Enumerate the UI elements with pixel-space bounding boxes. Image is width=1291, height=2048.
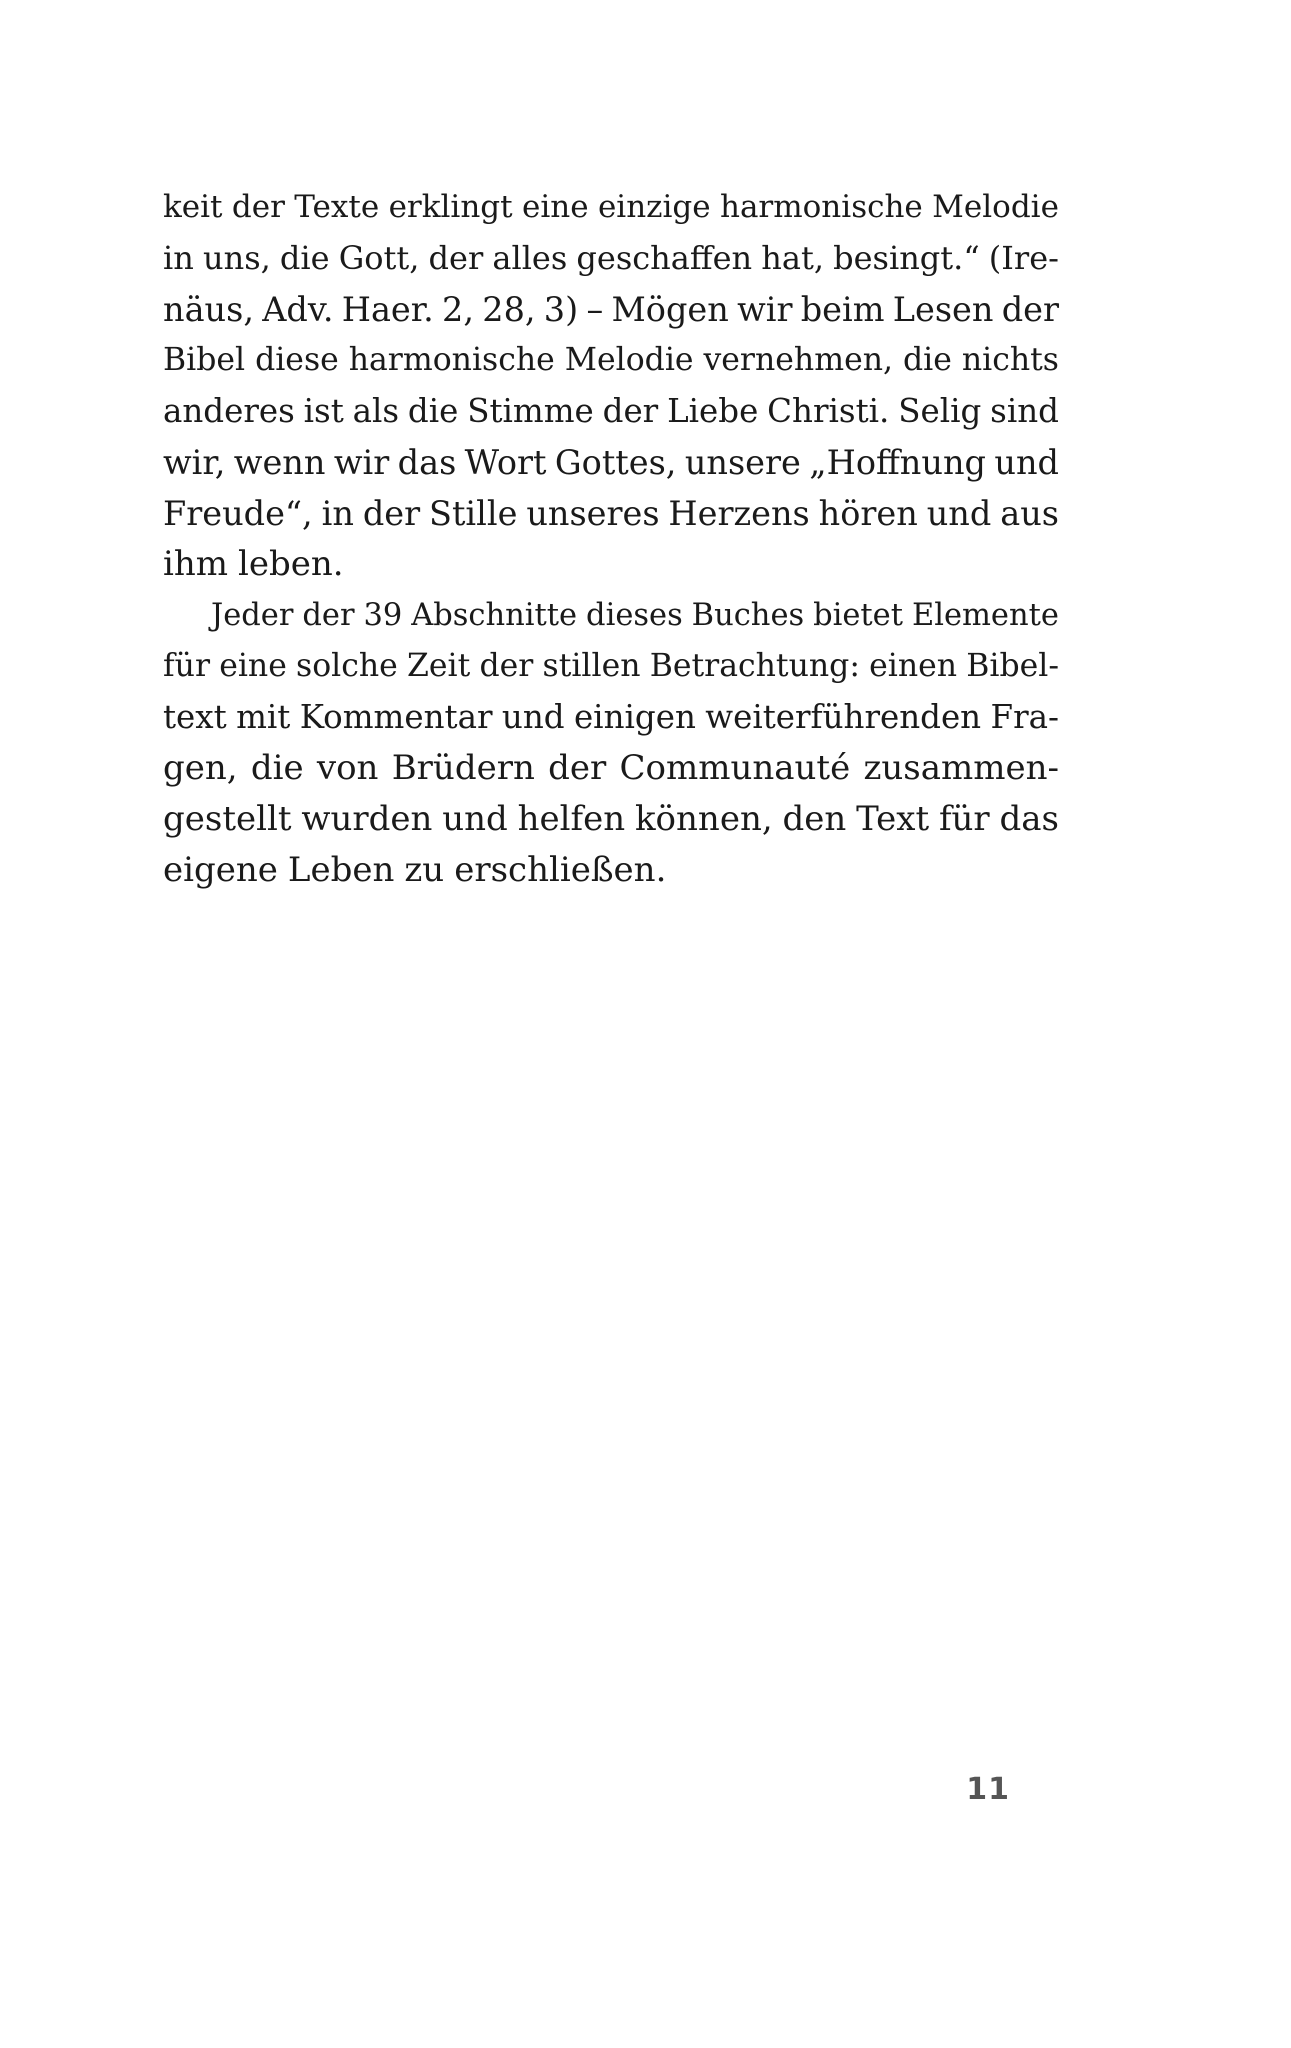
text-line: in uns, die Gott, der alles geschaffen hat, besingt.“ (Ire-	[163, 239, 1059, 277]
text-line: eigene Leben zu erschließen.	[163, 850, 667, 890]
text-line: für eine solche Zeit der stillen Betrachtung: einen Bibel-	[163, 648, 1059, 684]
text-line: wir, wenn wir das Wort Gottes, unsere „Hoffnung und	[163, 443, 1059, 482]
text-line: Bibel diese harmonische Melodie vernehmen, die nichts	[163, 342, 1059, 378]
text-line: gestellt wurden und helfen können, den Text für das	[163, 799, 1059, 839]
paragraph-1	[163, 182, 1059, 590]
page-number: 11	[966, 1772, 1010, 1807]
text-line: text mit Kommentar und einigen weiterführenden Fra-	[163, 698, 1059, 736]
text-line: Jeder der 39 Abschnitte dieses Buches bietet Elemente	[211, 598, 1059, 633]
text-line: Freude“, in der Stille unseres Herzens hören und aus	[163, 494, 1059, 533]
text-line: näus, Adv. Haer. 2, 28, 3) – Mögen wir beim Lesen der	[163, 290, 1059, 329]
text-line: ihm leben.	[163, 544, 344, 584]
text-line: gen, die von Brüdern der Communauté zusammen-	[163, 748, 1059, 788]
body-text	[163, 182, 1059, 896]
text-line: keit der Texte erklingt eine einzige harmonische Melodie	[163, 189, 1059, 225]
paragraph-2	[163, 590, 1059, 896]
text-line: anderes ist als die Stimme der Liebe Christi. Selig sind	[163, 392, 1059, 430]
